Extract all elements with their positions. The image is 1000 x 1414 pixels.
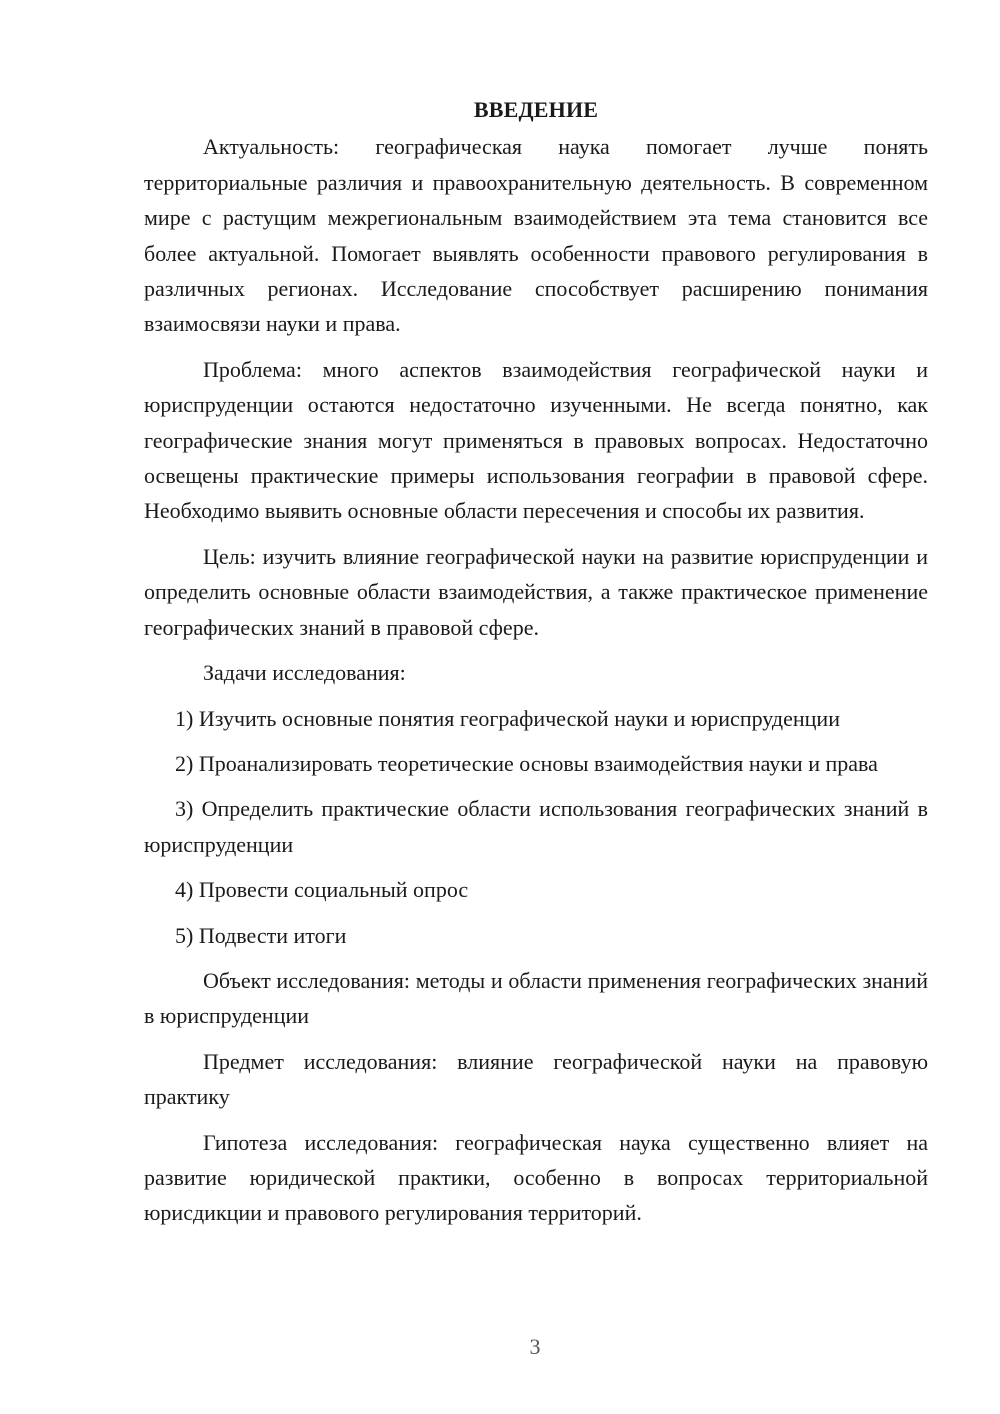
document-page: [144, 92, 928, 1241]
tasks-heading: Задачи исследования:: [203, 660, 406, 686]
hypothesis-paragraph: Гипотеза исследования: географическая наука существенно влияет на развитие юридической практики, особенно в вопросах территориальной юрисдикции и правового регулирования территорий.: [144, 1129, 928, 1226]
subject-paragraph: Предмет исследования: влияние географической науки на правовую практику: [144, 1048, 928, 1110]
task-item-3: 3) Определить практические области использования географических знаний в юриспруденции: [144, 796, 928, 857]
problem-paragraph: Проблема: много аспектов взаимодействия географической науки и юриспруденции остаются недостаточно изученными. Не всегда понятно, как географические знания могут применяться в правовых вопросах. Недостаточно освещены практические примеры использования географии в правовой сфере. Необходимо выявить основные области пересечения и способы их развития.: [144, 356, 928, 524]
goal-paragraph: Цель: изучить влияние географической науки на развитие юриспруденции и определить основные области взаимодействия, а также практическое применение географических знаний в правовой сфере.: [144, 543, 928, 640]
relevance-paragraph: Актуальность: географическая наука помогает лучше понять территориальные различия и правоохранительную деятельность. В современном мире с растущим межрегиональным взаимодействием эта тема становится все более актуальной. Помогает выявлять особенности правового регулирования в различных регионах. Исследование способствует расширению понимания взаимосвязи науки и права.: [144, 134, 928, 337]
object-paragraph: Объект исследования: методы и области применения географических знаний в юриспруденции: [144, 967, 928, 1029]
task-item-4: 4) Провести социальный опрос: [175, 877, 469, 903]
task-item-1: 1) Изучить основные понятия географической науки и юриспруденции: [175, 705, 840, 731]
task-item-2: 2) Проанализировать теоретические основы взаимодействия науки и права: [175, 750, 878, 776]
task-item-5: 5) Подвести итоги: [175, 922, 347, 948]
page-number: 3: [529, 1334, 541, 1359]
section-title: ВВЕДЕНИЕ: [473, 97, 599, 122]
